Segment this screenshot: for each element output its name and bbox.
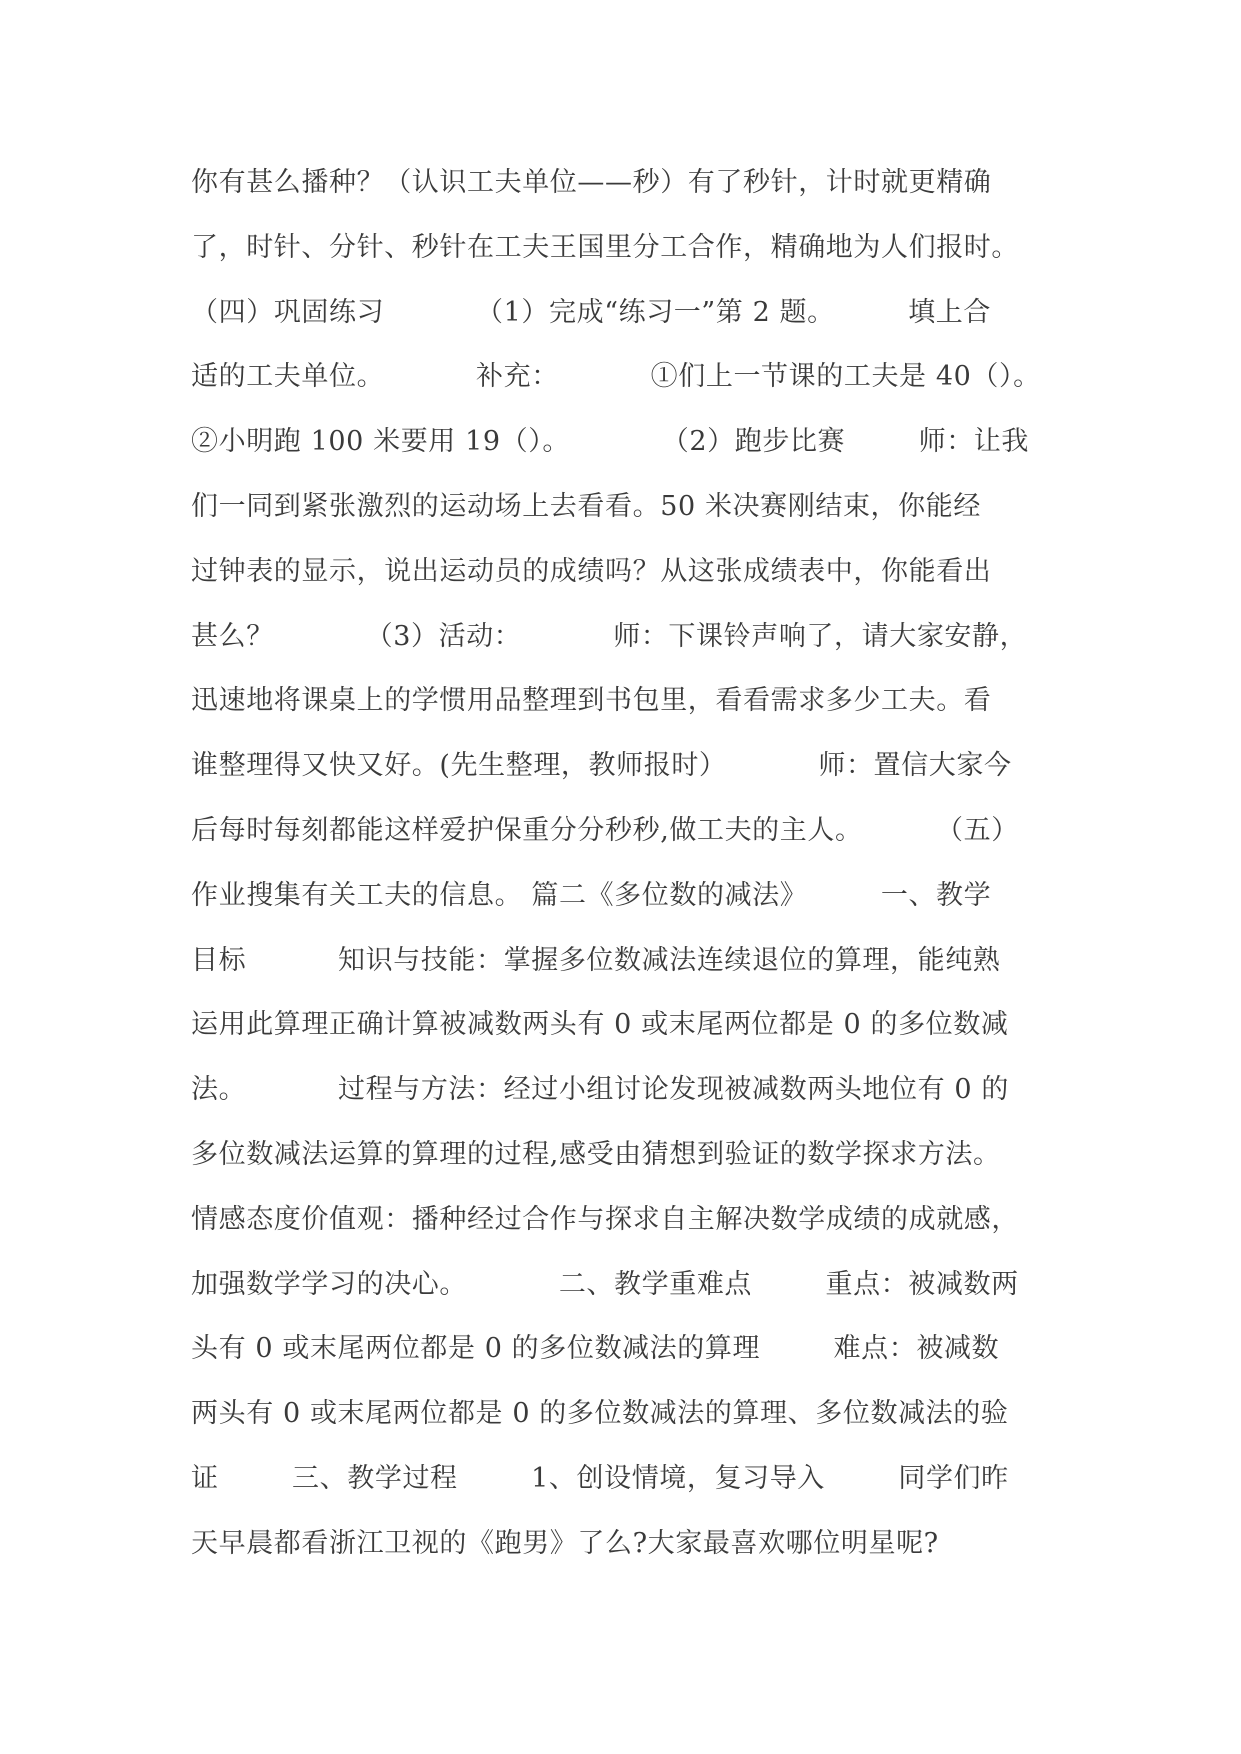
text-line: 加强数学学习的决心。 二、教学重难点 重点：被减数两 bbox=[191, 1268, 1019, 1300]
text-line: 天早晨都看浙江卫视的《跑男》了么?大家最喜欢哪位明星呢? bbox=[191, 1527, 939, 1559]
text-line: 两头有 0 或末尾两位都是 0 的多位数减法的算理、多位数减法的验 bbox=[191, 1398, 1009, 1430]
text-line: 谁整理得又快又好。(先生整理，教师报时） 师：置信大家今 bbox=[191, 750, 1012, 782]
text-line: 头有 0 或末尾两位都是 0 的多位数减法的算理 难点：被减数 bbox=[191, 1333, 1000, 1365]
text-line: ②小明跑 100 米要用 19（）。 （2）跑步比赛 师：让我 bbox=[191, 426, 1030, 458]
text-line: 迅速地将课桌上的学惯用品整理到书包里，看看需求多少工夫。看 bbox=[191, 685, 992, 717]
text-line: 后每时每刻都能这样爱护保重分分秒秒,做工夫的主人。 （五） bbox=[191, 814, 1019, 846]
text-line: 过钟表的显示，说出运动员的成绩吗？从这张成绩表中，你能看出 bbox=[191, 555, 992, 587]
text-line: 们一同到紧张激烈的运动场上去看看。50 米决赛刚结束，你能经 bbox=[191, 490, 981, 522]
text-line: 多位数减法运算的算理的过程,感受由猜想到验证的数学探求方法。 bbox=[191, 1138, 1001, 1170]
text-line: 法。 过程与方法：经过小组讨论发现被减数两头地位有 0 的 bbox=[191, 1074, 1009, 1106]
text-line: 运用此算理正确计算被减数两头有 0 或末尾两位都是 0 的多位数减 bbox=[191, 1009, 1009, 1041]
text-line: 证 三、教学过程 1、创设情境，复习导入 同学们昨 bbox=[191, 1462, 1009, 1494]
document-body bbox=[191, 164, 1071, 1590]
text-line: 目标 知识与技能：掌握多位数减法连续退位的算理，能纯熟 bbox=[191, 944, 1001, 976]
text-line: 你有甚么播种？（认识工夫单位——秒）有了秒针，计时就更精确 bbox=[191, 167, 992, 198]
text-line: 甚么？ （3）活动： 师：下课铃声响了，请大家安静， bbox=[191, 620, 1028, 652]
text-line: 情感态度价值观：播种经过合作与探求自主解决数学成绩的成就感， bbox=[191, 1203, 1019, 1235]
text-line: 作业搜集有关工夫的信息。 篇二《多位数的减法》 一、教学 bbox=[191, 879, 992, 911]
text-line: （四）巩固练习 （1）完成“练习一”第 2 题。 填上合 bbox=[191, 296, 992, 328]
text-line: 了，时针、分针、秒针在工夫王国里分工合作，精确地为人们报时。 bbox=[191, 231, 1019, 263]
text-line: 适的工夫单位。 补充： ①们上一节课的工夫是 40（）。 bbox=[191, 361, 1041, 393]
